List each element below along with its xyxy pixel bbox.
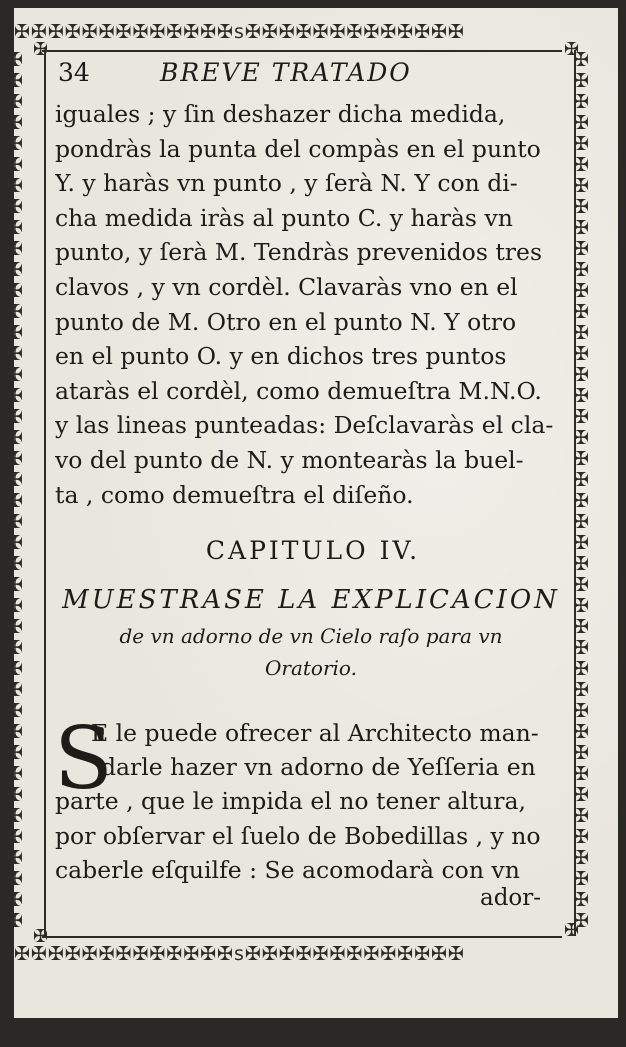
text-line: caberle eſquilfe : Se acomodarà con vn <box>55 855 520 884</box>
text-line: punto de M. Otro en el punto N. Y otro <box>55 307 517 336</box>
text-line: por obſervar el ſuelo de Bobedillas , y no <box>55 821 541 850</box>
chapter-subtitle-line: de vn adorno de vn Cielo raſo para vn <box>119 624 503 648</box>
right-rule <box>574 50 576 936</box>
corner-cross-icon: ✠ <box>564 39 580 60</box>
text-line: punto, y ſerà M. Tendràs prevenidos tres <box>55 238 543 267</box>
text-line: E le puede ofrecer al Architecto man- <box>91 719 539 747</box>
text-line: parte , que le impida el no tener altura, <box>55 787 526 816</box>
text-line: cha medida iràs al punto C. y haràs vn <box>55 203 513 232</box>
chapter-subtitle-line: Oratorio. <box>265 656 357 680</box>
running-head: BREVE TRATADO <box>160 58 412 87</box>
ornament-run-left: ✠✠✠✠✠✠✠✠✠✠✠✠✠ <box>14 943 234 965</box>
ornament-run-right: ✠✠✠✠✠✠✠✠✠✠✠✠✠ <box>244 21 465 43</box>
text-line: iguales ; y ſin deshazer dicha medida, <box>55 100 506 128</box>
bottom-rule <box>42 936 562 938</box>
left-ornament-border: ✠ ✠ ✠ ✠ ✠ ✠ ✠ ✠ ✠ ✠ ✠ ✠ ✠ ✠ ✠ ✠ ✠ ✠ ✠ ✠ ✠ ✠ ✠ ✠ ✠ ✠ ✠ ✠ ✠ ✠ ✠ ✠ ✠ ✠ ✠ ✠ ✠ ✠ ✠ ✠ ✠ ✠ <box>7 50 23 932</box>
text-line: en el punto O. y en dichos tres puntos <box>55 342 507 371</box>
top-signature-mark: s <box>233 21 245 43</box>
text-line: pondràs la punta del compàs en el punto <box>55 134 541 163</box>
text-line: ataràs el cordèl, como demueſtra M.N.O. <box>55 376 542 405</box>
right-ornament-border: ✠ ✠ ✠ ✠ ✠ ✠ ✠ ✠ ✠ ✠ ✠ ✠ ✠ ✠ ✠ ✠ ✠ ✠ ✠ ✠ ✠ ✠ ✠ ✠ ✠ ✠ ✠ ✠ ✠ ✠ ✠ ✠ ✠ ✠ ✠ ✠ ✠ ✠ ✠ ✠ ✠ ✠ <box>573 50 589 932</box>
text-line: clavos , y vn cordèl. Clavaràs vno en el <box>55 272 518 301</box>
corner-cross-icon: ✠ <box>33 926 49 947</box>
body-text <box>55 97 565 512</box>
text-line: darle hazer vn adorno de Yeſſeria en <box>101 753 536 782</box>
corner-cross-icon: ✠ <box>33 39 49 60</box>
left-rule <box>44 50 46 936</box>
chapter-title: CAPITULO IV. <box>205 536 421 565</box>
drop-cap: S <box>54 709 113 809</box>
ornament-run-left: ✠✠✠✠✠✠✠✠✠✠✠✠✠ <box>14 21 234 43</box>
corner-cross-icon: ✠ <box>564 920 580 941</box>
bottom-ornament-border <box>14 940 612 968</box>
ornament-run-right: ✠✠✠✠✠✠✠✠✠✠✠✠✠ <box>244 943 465 965</box>
text-line: Y. y haràs vn punto , y ſerà N. Y con di- <box>55 169 518 198</box>
page-number: 34 <box>58 58 90 87</box>
paragraph <box>54 709 565 887</box>
bottom-signature-mark: s <box>233 943 245 965</box>
top-ornament-border <box>14 18 612 46</box>
text-line: ta , como demueſtra el diſeño. <box>55 480 414 509</box>
chapter-subtitle: MUESTRASE LA EXPLICACION <box>62 585 560 615</box>
text-line: y las lineas punteadas: Deſclavaràs el cla- <box>55 411 554 440</box>
top-rule <box>42 50 562 52</box>
text-line: vo del punto de N. y montearàs la buel- <box>55 445 524 474</box>
catchword: ador- <box>480 885 542 911</box>
